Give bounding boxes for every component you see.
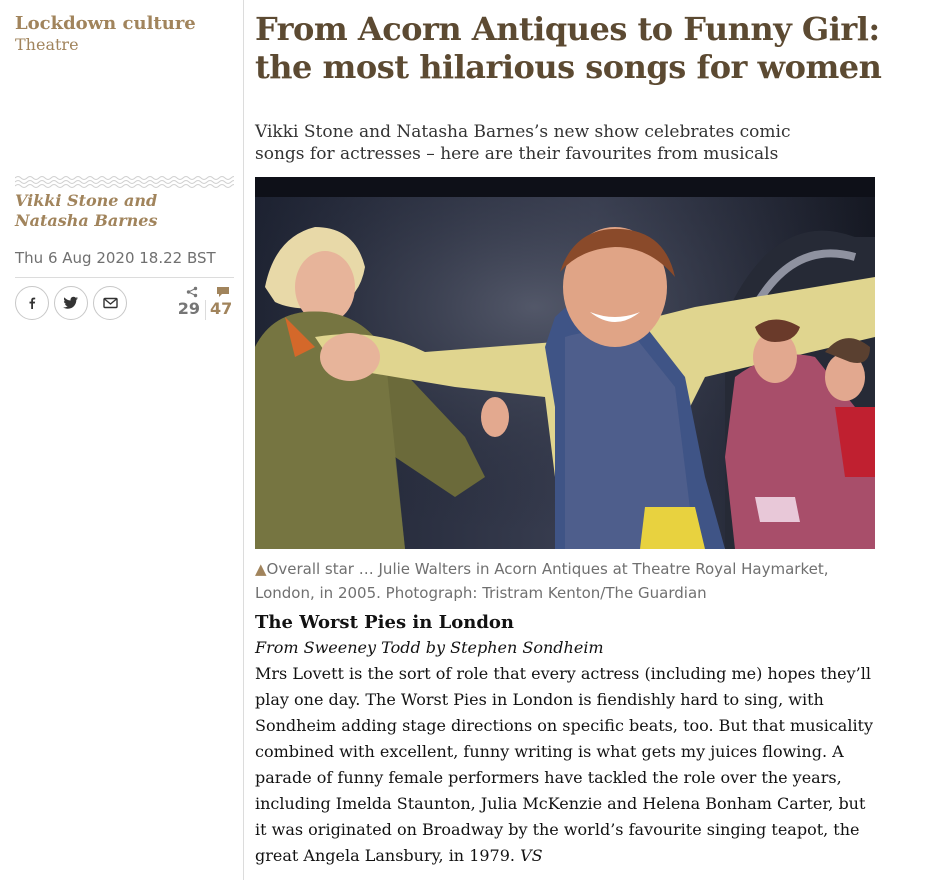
body-text: Mrs Lovett is the sort of role that every actress (including me) hopes they’ll play one day. The Worst Pies in London is fiendishly hard to sing, with Sondheim adding stage directions on specific beats, too. But that musicality combined with excellent, funny writing is what gets my juices flowing. A parade of funny female performers have tackled the role over the years, including Imelda Staunton, Julia McKenzie and Helena Bonham Carter, but it was originated on Broadway by the world’s favourite singing teapot, the great Angela Lansbury, in 1979. bbox=[255, 664, 874, 865]
author-byline[interactable]: Vikki Stone and Natasha Barnes bbox=[15, 191, 158, 230]
caption-text: Overall star … Julie Walters in Acorn Antiques at Theatre Royal Haymarket, London, in 2005. Photograph: Tristram Kenton/The Guardian bbox=[255, 560, 829, 602]
comment-icon bbox=[216, 286, 230, 298]
stage-scene-image bbox=[255, 177, 875, 549]
count-divider bbox=[205, 300, 206, 320]
publish-date: Thu 6 Aug 2020 18.22 BST bbox=[15, 249, 216, 267]
facebook-icon bbox=[25, 296, 39, 310]
main-photo bbox=[255, 177, 875, 549]
comment-count-value: 47 bbox=[210, 299, 233, 318]
share-icon bbox=[186, 286, 198, 298]
meta-divider bbox=[15, 277, 234, 278]
twitter-icon bbox=[63, 296, 79, 310]
standfirst: Vikki Stone and Natasha Barnes’s new show celebrates comic songs for actresses – here are their favourites from musicals bbox=[255, 122, 791, 164]
caption-triangle-icon: ▲ bbox=[255, 560, 267, 578]
email-icon bbox=[103, 297, 118, 309]
section-link[interactable]: Lockdown culture bbox=[15, 13, 196, 34]
photo-caption bbox=[255, 557, 880, 605]
song-source: From Sweeney Todd by Stephen Sondheim bbox=[255, 638, 604, 657]
headline: From Acorn Antiques to Funny Girl: the most hilarious songs for women bbox=[255, 10, 882, 86]
article-sidebar bbox=[0, 0, 244, 880]
share-comment-counts bbox=[172, 286, 232, 322]
song-title: The Worst Pies in London bbox=[255, 612, 514, 633]
share-twitter-button[interactable] bbox=[54, 286, 88, 320]
wavy-divider bbox=[15, 175, 234, 189]
share-facebook-button[interactable] bbox=[15, 286, 49, 320]
share-email-button[interactable] bbox=[93, 286, 127, 320]
share-count-value: 29 bbox=[177, 299, 200, 318]
subsection-link[interactable]: Theatre bbox=[15, 35, 79, 54]
body-paragraph bbox=[255, 661, 880, 869]
author-initials: VS bbox=[520, 846, 543, 865]
